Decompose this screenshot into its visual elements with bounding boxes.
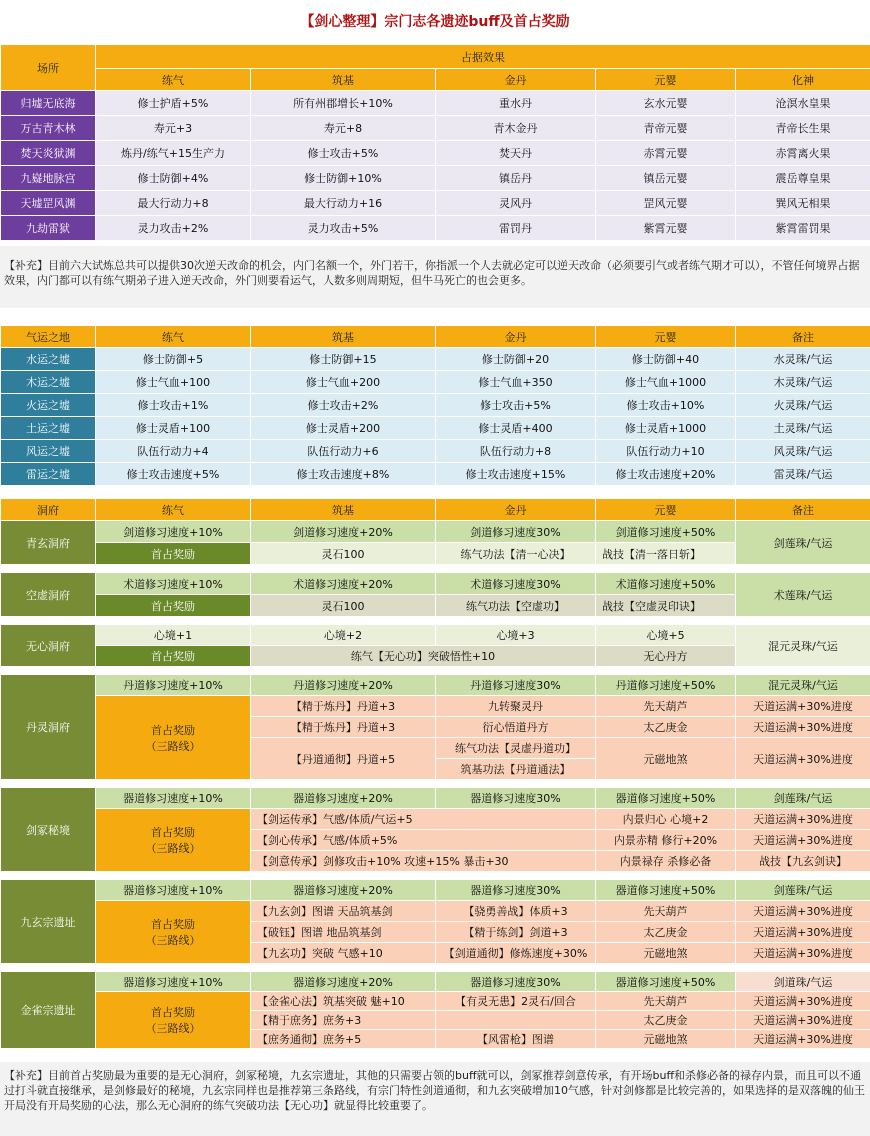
table-cell: 太乙庚金 [596,922,736,943]
table-cell: 队伍行动力+10 [596,440,736,463]
table-cell: 器道修习速度+50% [596,880,736,901]
table-cell: 剑道修习速度30% [436,521,596,543]
cave-name: 丹灵洞府 [1,675,96,780]
table-cell: 九转聚灵丹 [436,696,596,717]
table-cell [436,1011,596,1030]
table-cell: 【风雷枪】图谱 [436,1030,596,1049]
table-cell: 练气功法【清一心决】 [436,543,596,565]
table-row [1,417,870,440]
table-cell: 先天葫芦 [596,901,736,922]
table-cell: 元磁地煞 [596,1030,736,1049]
row-label: 土运之墟 [1,417,96,440]
col-header: 备注 [736,499,870,521]
table-cell: 器道修习速度+50% [596,972,736,992]
table-cell: 术道修习速度+20% [251,573,436,595]
table-cell: 练气【无心功】突破悟性+10 [251,646,596,667]
table-cell: 【破钰】图谱 地品筑基剑 [251,922,436,943]
cave-name: 金雀宗遗址 [1,972,96,1049]
table-cell: 修士气血+200 [251,371,436,394]
table-cell: 最大行动力+16 [251,191,436,216]
table-cell: 所有州郡增长+10% [251,91,436,116]
cave-name: 剑冢秘境 [1,788,96,872]
table-cell: 剑莲珠/气运 [736,788,870,809]
table-cell: 天道运满+30%进度 [736,943,870,964]
table-cell: 【剑运传承】气感/体质/气运+5 [251,809,596,830]
table-cell: 赤霄元婴 [596,141,736,166]
first-reward-label: 首占奖励 [96,543,251,565]
table-cell: 丹道修习速度+20% [251,675,436,696]
first-reward-text: 首占奖励 [151,1006,195,1019]
col-header: 金丹 [436,69,596,91]
three-lines-text: （三路线） [145,842,201,855]
table-cell: 修士灵盾+100 [96,417,251,440]
table-cell: 天道运满+30%进度 [736,1011,870,1030]
table-cell: 无心丹方 [596,646,736,667]
table-cell: 青帝元婴 [596,116,736,141]
table-cell: 【精于庶务】庶务+3 [251,1011,436,1030]
table-cell: 器道修习速度30% [436,788,596,809]
table-cell: 天道运满+30%进度 [736,717,870,738]
table-cell: 修士气血+1000 [596,371,736,394]
page-title: 【剑心整理】宗门志各遗迹buff及首占奖励 [300,14,570,30]
table-cell: 最大行动力+8 [96,191,251,216]
col-header: 元婴 [596,326,736,348]
table-cell: 修士攻击+1% [96,394,251,417]
table-cell: 天道运满+30%进度 [736,901,870,922]
first-reward-text: 首占奖励 [151,723,195,737]
table-cell: 修士攻击+10% [596,394,736,417]
cave-name: 九玄宗遗址 [1,880,96,964]
col-header: 练气 [96,326,251,348]
table-cell: 镇岳丹 [436,166,596,191]
table-cell: 天道运满+30%进度 [736,992,870,1011]
row-label: 九劫雷狱 [1,216,96,241]
table-cell: 术道修习速度30% [436,573,596,595]
table-cell: 震岳尊皇果 [736,166,870,191]
table-cell: 术道修习速度+10% [96,573,251,595]
table-cell: 【剑心传承】气感/体质+5% [251,830,596,851]
table-cell: 青木金丹 [436,116,596,141]
table-cell: 青帝长生果 [736,116,870,141]
table-cell: 修士灵盾+400 [436,417,596,440]
table-cell: 修士攻击速度+20% [596,463,736,486]
table-cell: 丹道修习速度+50% [596,675,736,696]
table-cell: 【精于练剑】剑道+3 [436,922,596,943]
table-cell: 剑莲珠/气运 [736,880,870,901]
table-cell: 混元灵珠/气运 [736,675,870,696]
table-row [1,191,870,216]
col-header: 元婴 [596,499,736,521]
table-cell: 【骁勇善战】体质+3 [436,901,596,922]
col-header: 金丹 [436,326,596,348]
table-row [1,91,870,116]
table-cell: 器道修习速度30% [436,880,596,901]
row-label: 归墟无底海 [1,91,96,116]
table-cell: 队伍行动力+8 [436,440,596,463]
table-row [1,371,870,394]
col-header: 洞府 [1,499,96,521]
table-cell: 器道修习速度+20% [251,972,436,992]
table-cell: 土灵珠/气运 [736,417,870,440]
table-cell: 器道修习速度+20% [251,788,436,809]
table-cell: 剑道修习速度+50% [596,521,736,543]
table-cell: 沧溟水皇果 [736,91,870,116]
table-cell: 丹道修习速度30% [436,675,596,696]
table-cell: 修士防御+20 [436,348,596,371]
table-cell: 寿元+8 [251,116,436,141]
table-cell: 心境+5 [596,625,736,646]
table-cell: 心境+2 [251,625,436,646]
table-cell: 【九玄剑】图谱 天品筑基剑 [251,901,436,922]
table-cell: 修士防御+4% [96,166,251,191]
table-cell: 灵石100 [251,595,436,617]
table-cell: 先天葫芦 [596,696,736,717]
row-label: 天墟罡风渊 [1,191,96,216]
table-row [1,463,870,486]
table-cell: 天道运满+30%进度 [736,830,870,851]
table-cell: 【有灵无患】2灵石/回合 [436,992,596,1011]
supplement-note-1: 【补充】目前六大试炼总共可以提供30次逆天改命的机会，内门名额一个，外门若干，你指派一个人去就必定可以逆天改命（必须要引气或者练气期才可以），不管任何境界占据效果，内门都可以有练气期弟子进入逆天改命，外门则要看运气，人数多则周期短，但牛马死亡的也会更多。 [0,246,870,308]
table-cell: 器道修习速度+20% [251,880,436,901]
table-cell: 【剑意传承】剑修攻击+10% 攻速+15% 暴击+30 [251,851,596,872]
table-cell: 修士防御+10% [251,166,436,191]
table-cell: 灵力攻击+5% [251,216,436,241]
table-row [1,166,870,191]
table-cell: 【九玄功】突破 气感+10 [251,943,436,964]
col-header: 金丹 [436,499,596,521]
table-row [1,116,870,141]
table-cell: 修士护盾+5% [96,91,251,116]
row-label: 水运之墟 [1,348,96,371]
table-row [1,440,870,463]
table-cell: 灵石100 [251,543,436,565]
cave-table [0,498,870,1049]
cave-name: 空虚洞府 [1,573,96,617]
three-lines-text: （三路线） [145,934,201,947]
table-cell: 剑道修习速度+10% [96,521,251,543]
table-cell: 罡风元婴 [596,191,736,216]
table-cell: 练气功法【空虚功】 [436,595,596,617]
table-cell: 器道修习速度+10% [96,880,251,901]
table-cell: 水灵珠/气运 [736,348,870,371]
table-cell: 剑道珠/气运 [736,972,870,992]
table-cell: 练气功法【灵虚丹道功】 [436,738,596,759]
table-cell: 元磁地煞 [596,738,736,780]
first-reward-label [96,696,251,780]
table-cell: 雷灵珠/气运 [736,463,870,486]
table-cell: 心境+1 [96,625,251,646]
table-cell: 木灵珠/气运 [736,371,870,394]
table-row [1,348,870,371]
table-cell: 剑莲珠/气运 [736,521,870,565]
table-cell: 器道修习速度+10% [96,972,251,992]
col-header: 筑基 [251,499,436,521]
col-header: 化神 [736,69,870,91]
col-header: 备注 [736,326,870,348]
table-cell: 修士攻击速度+15% [436,463,596,486]
col-header: 筑基 [251,326,436,348]
table-cell: 修士灵盾+1000 [596,417,736,440]
cave-name: 青玄洞府 [1,521,96,565]
table-cell: 战技【九玄剑诀】 [736,851,870,872]
table-cell: 天道运满+30%进度 [736,1030,870,1049]
supplement-note-2: 【补充】目前首占奖励最为重要的是无心洞府，剑冢秘境，九玄宗遗址，其他的只需要占领的buff就可以，剑冢推荐剑意传承，有开场buff和杀修必备的禄存内景，而且可以不通过打斗就直接继承，是剑修最好的秘境，九玄宗同样也是推荐第三条路线，有宗门特性剑道通彻，和九玄突破增加10气感，针对剑修都是比较完善的，如果选择的是双落魄的仙王开局没有开局奖励的心法，那么无心洞府的练气突破功法【无心功】就显得比较重要了。 [0,1062,870,1136]
table-cell: 寿元+3 [96,116,251,141]
table-cell: 焚天丹 [436,141,596,166]
table-cell: 【金雀心法】筑基突破 魅+10 [251,992,436,1011]
row-label: 焚天炎狱渊 [1,141,96,166]
table-cell: 重水丹 [436,91,596,116]
table-cell: 元磁地煞 [596,943,736,964]
first-reward-label [96,809,251,872]
table-cell: 灵风丹 [436,191,596,216]
row-label: 雷运之墟 [1,463,96,486]
table-cell: 修士防御+5 [96,348,251,371]
table-cell: 内景禄存 杀修必备 [596,851,736,872]
table-cell: 【庶务通彻】庶务+5 [251,1030,436,1049]
table-row [1,141,870,166]
first-reward-text: 首占奖励 [151,826,195,839]
fortune-table [0,325,870,486]
table-cell: 修士攻击+2% [251,394,436,417]
table-cell: 风灵珠/气运 [736,440,870,463]
table-cell: 衍心悟道丹方 [436,717,596,738]
table-cell: 战技【空虚灵印诀】 [596,595,736,617]
col-header: 练气 [96,499,251,521]
occupy-effect-table [0,44,870,241]
table-cell: 玄水元婴 [596,91,736,116]
table-cell: 灵力攻击+2% [96,216,251,241]
first-reward-label [96,992,251,1049]
table-cell: 术莲珠/气运 [736,573,870,617]
table-cell: 天道运满+30%进度 [736,738,870,780]
table-cell: 队伍行动力+6 [251,440,436,463]
row-label: 火运之墟 [1,394,96,417]
row-label: 万古青木林 [1,116,96,141]
first-reward-label [96,901,251,964]
table-cell: 内景赤精 修行+20% [596,830,736,851]
col-header: 元婴 [596,69,736,91]
first-reward-label: 首占奖励 [96,646,251,667]
col-header: 筑基 [251,69,436,91]
table-cell: 修士攻击+5% [251,141,436,166]
table-cell: 心境+3 [436,625,596,646]
occupy-effect-header: 占据效果 [96,45,870,69]
table-cell: 丹道修习速度+10% [96,675,251,696]
table-cell: 火灵珠/气运 [736,394,870,417]
table-cell: 修士气血+350 [436,371,596,394]
table-cell: 炼丹/练气+15生产力 [96,141,251,166]
three-lines-text: （三路线） [145,1022,201,1035]
table-cell: 【精于炼丹】丹道+3 [251,717,436,738]
table-cell: 紫霄雷罚果 [736,216,870,241]
table-cell: 【剑道通彻】修炼速度+30% [436,943,596,964]
table-row [1,394,870,417]
table-cell: 修士攻击+5% [436,394,596,417]
table-cell: 太乙庚金 [596,1011,736,1030]
table-cell: 赤霄离火果 [736,141,870,166]
table-cell: 修士防御+15 [251,348,436,371]
col-header: 练气 [96,69,251,91]
table-cell: 修士防御+40 [596,348,736,371]
table-cell: 战技【清一落日斩】 [596,543,736,565]
place-header: 场所 [1,45,96,91]
table-cell: 修士攻击速度+8% [251,463,436,486]
table-cell: 天道运满+30%进度 [736,696,870,717]
table-cell: 雷罚丹 [436,216,596,241]
table-cell: 内景归心 心境+2 [596,809,736,830]
table-cell: 器道修习速度+50% [596,788,736,809]
cave-name: 无心洞府 [1,625,96,667]
table-cell: 修士灵盾+200 [251,417,436,440]
table-cell: 剑道修习速度+20% [251,521,436,543]
row-label: 风运之墟 [1,440,96,463]
first-reward-label: 首占奖励 [96,595,251,617]
row-label: 木运之墟 [1,371,96,394]
table-cell: 修士气血+100 [96,371,251,394]
table-cell: 太乙庚金 [596,717,736,738]
table-cell: 队伍行动力+4 [96,440,251,463]
table-cell: 天道运满+30%进度 [736,922,870,943]
table-cell: 紫霄元婴 [596,216,736,241]
table-cell: 筑基功法【丹道通法】 [436,759,596,780]
table-row [1,216,870,241]
table-cell: 器道修习速度+10% [96,788,251,809]
three-lines-text: （三路线） [145,739,201,753]
table-cell: 器道修习速度30% [436,972,596,992]
table-cell: 巽风无相果 [736,191,870,216]
table-cell: 天道运满+30%进度 [736,809,870,830]
table-cell: 术道修习速度+50% [596,573,736,595]
table-cell: 混元灵珠/气运 [736,625,870,667]
row-label: 九嶷地脉宫 [1,166,96,191]
table-cell: 修士攻击速度+5% [96,463,251,486]
table-cell: 先天葫芦 [596,992,736,1011]
first-reward-text: 首占奖励 [151,918,195,931]
table-cell: 【丹道通彻】丹道+5 [251,738,436,780]
col-header: 气运之地 [1,326,96,348]
table-cell: 镇岳元婴 [596,166,736,191]
table-cell: 【精于炼丹】丹道+3 [251,696,436,717]
